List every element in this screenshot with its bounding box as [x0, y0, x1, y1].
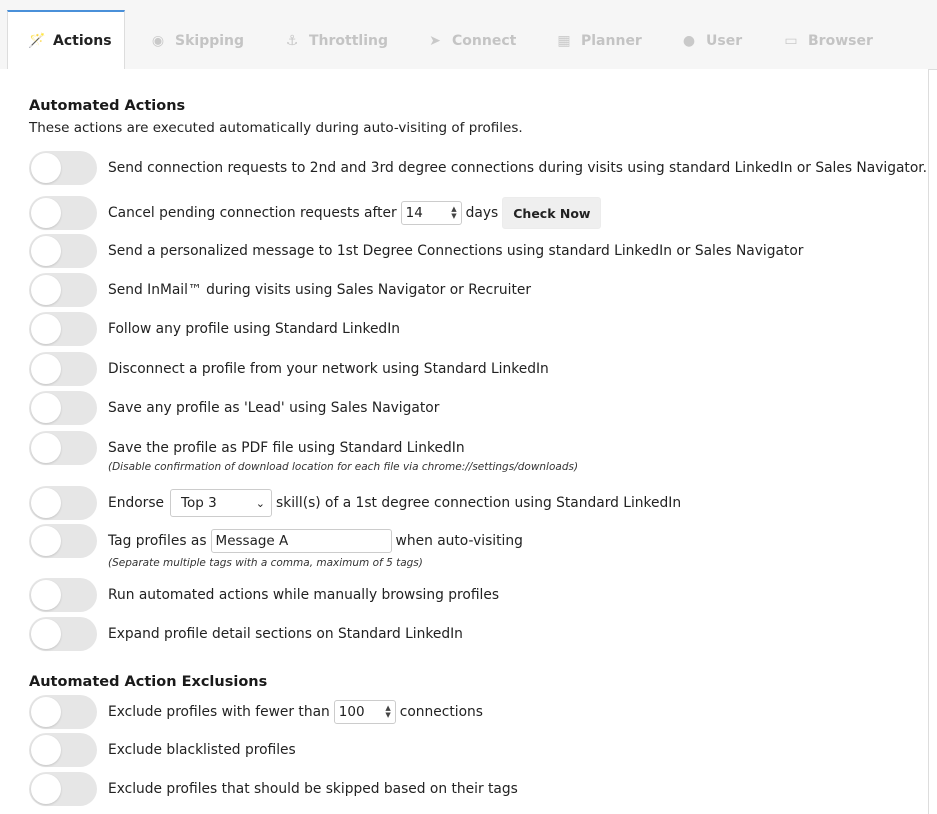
option-label: Exclude blacklisted profiles [108, 742, 296, 758]
tab-label: Planner [581, 32, 642, 49]
exclude-blacklisted-toggle[interactable] [29, 733, 97, 767]
connections-count-input[interactable] [334, 700, 396, 724]
option-label: Disconnect a profile from your network using Standard LinkedIn [108, 361, 549, 377]
option-label: Exclude profiles that should be skipped based on their tags [108, 781, 518, 797]
tab-label: User [706, 32, 743, 49]
tab-skipping[interactable] [150, 12, 244, 69]
tab-user[interactable] [681, 12, 742, 69]
tag-input-value: Message A [215, 533, 289, 549]
save-lead-toggle[interactable] [29, 391, 97, 425]
laptop-icon: ▭ [784, 32, 798, 49]
option-exclude-fewer [29, 695, 483, 729]
endorse-toggle[interactable] [29, 486, 97, 520]
cancel-pending-toggle[interactable] [29, 196, 97, 230]
tab-planner[interactable] [556, 12, 642, 69]
tab-label: Connect [452, 32, 517, 49]
send-connection-toggle[interactable] [29, 151, 97, 185]
option-expand-sections [29, 617, 463, 651]
tab-browser[interactable] [783, 12, 873, 69]
run-manual-toggle[interactable] [29, 578, 97, 612]
option-label: when auto-visiting [395, 533, 523, 549]
spinner-icon[interactable]: ▲ ▼ [385, 704, 391, 719]
tab-label: Browser [808, 32, 873, 49]
option-label: Expand profile detail sections on Standard LinkedIn [108, 626, 463, 642]
option-send-connection [29, 151, 927, 185]
exclude-fewer-toggle[interactable] [29, 695, 97, 729]
paper-plane-icon: ➤ [429, 32, 441, 49]
tag-note: (Separate multiple tags with a comma, maximum of 5 tags) [108, 557, 423, 569]
cancel-days-value: 14 [405, 205, 423, 221]
chevron-down-icon: ⌄ [255, 496, 266, 510]
option-tag-profiles [29, 524, 523, 558]
endorse-select-value: Top 3 [181, 495, 217, 511]
option-disconnect-profile [29, 352, 549, 386]
tab-label: Skipping [175, 32, 245, 49]
option-label: Exclude profiles with fewer than [108, 704, 330, 720]
tag-input[interactable] [211, 529, 392, 553]
tab-actions[interactable] [7, 10, 125, 69]
tab-connect[interactable] [427, 12, 516, 69]
calendar-icon: ▦ [557, 32, 571, 49]
section-heading-automated-actions: Automated Actions [29, 98, 186, 114]
tab-label: Actions [53, 32, 112, 49]
option-run-manual [29, 578, 499, 612]
option-label: Endorse [108, 495, 165, 511]
section-heading-exclusions: Automated Action Exclusions [29, 674, 268, 690]
option-label: Send connection requests to 2nd and 3rd degree connections during visits using standard LinkedIn or Sales Navigator. [108, 160, 928, 176]
option-label: Run automated actions while manually browsing profiles [108, 587, 500, 603]
spinner-icon[interactable]: ▲ ▼ [451, 205, 457, 220]
save-pdf-toggle[interactable] [29, 431, 97, 465]
option-label: Send InMail™ during visits using Sales Navigator or Recruiter [108, 282, 532, 298]
eye-slash-icon: ◉ [151, 32, 165, 49]
option-save-lead [29, 391, 439, 425]
option-label: Follow any profile using Standard LinkedIn [108, 321, 401, 337]
personalized-message-toggle[interactable] [29, 234, 97, 268]
option-save-pdf [29, 431, 465, 465]
exclude-skipped-tags-toggle[interactable] [29, 772, 97, 806]
option-exclude-blacklisted [29, 733, 296, 767]
option-label: Save the profile as PDF file using Standard LinkedIn [108, 440, 465, 456]
check-now-button[interactable]: Check Now [502, 197, 601, 229]
tab-throttling[interactable] [284, 12, 388, 69]
endorse-select[interactable] [170, 489, 272, 517]
tab-bar [0, 0, 937, 70]
option-label: Send a personalized message to 1st Degree Connections using standard LinkedIn or Sales Navigator [108, 243, 804, 259]
save-pdf-note: (Disable confirmation of download location for each file via chrome://settings/downloads) [108, 461, 579, 473]
option-label: skill(s) of a 1st degree connection using Standard LinkedIn [276, 495, 682, 511]
option-personalized-message [29, 234, 803, 268]
option-label: connections [399, 704, 483, 720]
magic-wand-icon: 🪄 [28, 32, 46, 49]
expand-sections-toggle[interactable] [29, 617, 97, 651]
option-endorse [29, 486, 681, 520]
option-label: Cancel pending connection requests after [108, 205, 397, 221]
option-follow-profile [29, 312, 400, 346]
follow-profile-toggle[interactable] [29, 312, 97, 346]
connections-count-value: 100 [338, 704, 365, 720]
section-description: These actions are executed automatically during auto-visiting of profiles. [29, 120, 523, 136]
tag-profiles-toggle[interactable] [29, 524, 97, 558]
option-cancel-pending [29, 196, 601, 230]
days-label: days [465, 205, 499, 221]
user-icon: ● [682, 32, 696, 49]
disconnect-profile-toggle[interactable] [29, 352, 97, 386]
anchor-icon: ⚓ [285, 32, 299, 49]
tab-label: Throttling [309, 32, 389, 49]
option-exclude-skipped-tags [29, 772, 518, 806]
cancel-days-input[interactable] [401, 201, 462, 225]
option-label: Tag profiles as [108, 533, 207, 549]
option-label: Save any profile as 'Lead' using Sales Navigator [108, 400, 440, 416]
send-inmail-toggle[interactable] [29, 273, 97, 307]
option-send-inmail [29, 273, 531, 307]
